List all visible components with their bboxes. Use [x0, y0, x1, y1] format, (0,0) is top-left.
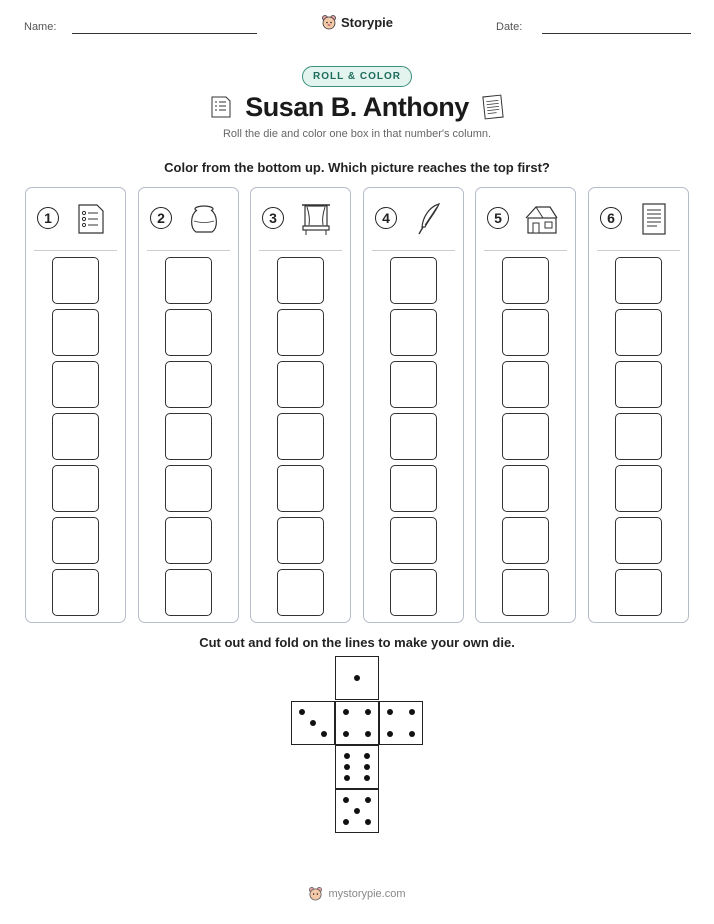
die-pip — [365, 709, 371, 715]
die-pip — [343, 797, 349, 803]
column-2 — [138, 187, 239, 623]
column-3 — [250, 187, 351, 623]
die-pip — [409, 709, 415, 715]
color-box[interactable] — [165, 309, 212, 356]
die-face-6 — [335, 745, 379, 789]
color-box[interactable] — [502, 361, 549, 408]
color-box[interactable] — [165, 569, 212, 616]
color-box[interactable] — [165, 257, 212, 304]
color-box[interactable] — [615, 257, 662, 304]
column-5 — [475, 187, 576, 623]
die-pip — [387, 731, 393, 737]
column-number: 6 — [600, 207, 622, 229]
cut-instruction: Cut out and fold on the lines to make your own die. — [199, 635, 515, 650]
color-box[interactable] — [165, 413, 212, 460]
die-pip — [344, 775, 350, 781]
quill-icon — [411, 201, 447, 237]
brand-name: Storypie — [340, 14, 393, 30]
die-pip — [310, 720, 316, 726]
color-box[interactable] — [277, 309, 324, 356]
die-pip — [364, 753, 370, 759]
die-pip — [387, 709, 393, 715]
name-label: Name: — [24, 21, 57, 33]
color-box[interactable] — [277, 361, 324, 408]
color-box[interactable] — [502, 413, 549, 460]
column-divider — [484, 250, 567, 251]
column-divider — [147, 250, 230, 251]
color-box[interactable] — [277, 569, 324, 616]
die-pip — [344, 753, 350, 759]
color-box[interactable] — [390, 257, 437, 304]
page-title: Susan B. Anthony — [245, 92, 469, 122]
column-6 — [588, 187, 689, 623]
color-box[interactable] — [52, 517, 99, 564]
brand-logo — [0, 14, 714, 35]
die-pip — [343, 709, 349, 715]
column-number: 4 — [375, 207, 397, 229]
color-box[interactable] — [502, 517, 549, 564]
date-label: Date: — [496, 21, 523, 33]
storypie-bear-icon — [321, 14, 337, 30]
color-box[interactable] — [52, 569, 99, 616]
die-face-3 — [291, 701, 335, 745]
document-icon — [636, 201, 672, 237]
die-pip — [409, 731, 415, 737]
subtitle: Roll the die and color one box in that number's column. — [222, 128, 492, 140]
color-box[interactable] — [52, 309, 99, 356]
instruction-text: Color from the bottom up. Which picture reaches the top first? — [164, 160, 550, 175]
column-number: 5 — [487, 207, 509, 229]
die-pip — [364, 764, 370, 770]
footer-url[interactable]: mystorypie.com — [328, 887, 406, 900]
color-box[interactable] — [390, 309, 437, 356]
column-number: 3 — [262, 207, 284, 229]
color-box[interactable] — [390, 413, 437, 460]
color-box[interactable] — [502, 569, 549, 616]
die-pip — [365, 819, 371, 825]
document-title-icon — [480, 93, 506, 121]
color-box[interactable] — [615, 361, 662, 408]
color-box[interactable] — [277, 257, 324, 304]
color-box[interactable] — [52, 257, 99, 304]
die-pip — [364, 775, 370, 781]
die-face-4 — [335, 701, 379, 745]
column-4 — [363, 187, 464, 623]
column-divider — [259, 250, 342, 251]
color-box[interactable] — [277, 517, 324, 564]
die-pip — [354, 808, 360, 814]
die-pip — [354, 675, 360, 681]
date-line — [542, 33, 691, 34]
die-pip — [365, 797, 371, 803]
color-box[interactable] — [390, 517, 437, 564]
color-box[interactable] — [502, 257, 549, 304]
die-pip — [321, 731, 327, 737]
color-box[interactable] — [615, 309, 662, 356]
color-box[interactable] — [165, 361, 212, 408]
die-pip — [343, 819, 349, 825]
column-1 — [25, 187, 126, 623]
column-divider — [34, 250, 117, 251]
color-box[interactable] — [165, 517, 212, 564]
house-icon — [523, 201, 559, 237]
color-box[interactable] — [615, 465, 662, 512]
column-number: 2 — [150, 207, 172, 229]
activity-badge — [0, 66, 714, 87]
color-box[interactable] — [390, 361, 437, 408]
column-number: 1 — [37, 207, 59, 229]
color-box[interactable] — [390, 465, 437, 512]
color-box[interactable] — [165, 465, 212, 512]
color-box[interactable] — [52, 361, 99, 408]
column-divider — [372, 250, 455, 251]
color-box[interactable] — [390, 569, 437, 616]
die-pip — [299, 709, 305, 715]
color-box[interactable] — [277, 413, 324, 460]
color-box[interactable] — [52, 413, 99, 460]
color-box[interactable] — [615, 517, 662, 564]
die-pip — [343, 731, 349, 737]
color-box[interactable] — [277, 465, 324, 512]
die-face-2 — [379, 701, 423, 745]
footer — [0, 886, 714, 904]
pot-icon — [186, 201, 222, 237]
color-box[interactable] — [52, 465, 99, 512]
column-divider — [597, 250, 680, 251]
storypie-bear-icon — [308, 886, 323, 901]
color-box[interactable] — [502, 465, 549, 512]
window-icon — [298, 201, 334, 237]
die-face-1 — [335, 656, 379, 700]
color-box[interactable] — [502, 309, 549, 356]
color-box[interactable] — [615, 569, 662, 616]
badge-text: ROLL & COLOR — [302, 66, 412, 87]
color-box[interactable] — [615, 413, 662, 460]
die-face-5 — [335, 789, 379, 833]
die-pip — [344, 764, 350, 770]
die-pip — [365, 731, 371, 737]
checklist-icon — [73, 201, 109, 237]
